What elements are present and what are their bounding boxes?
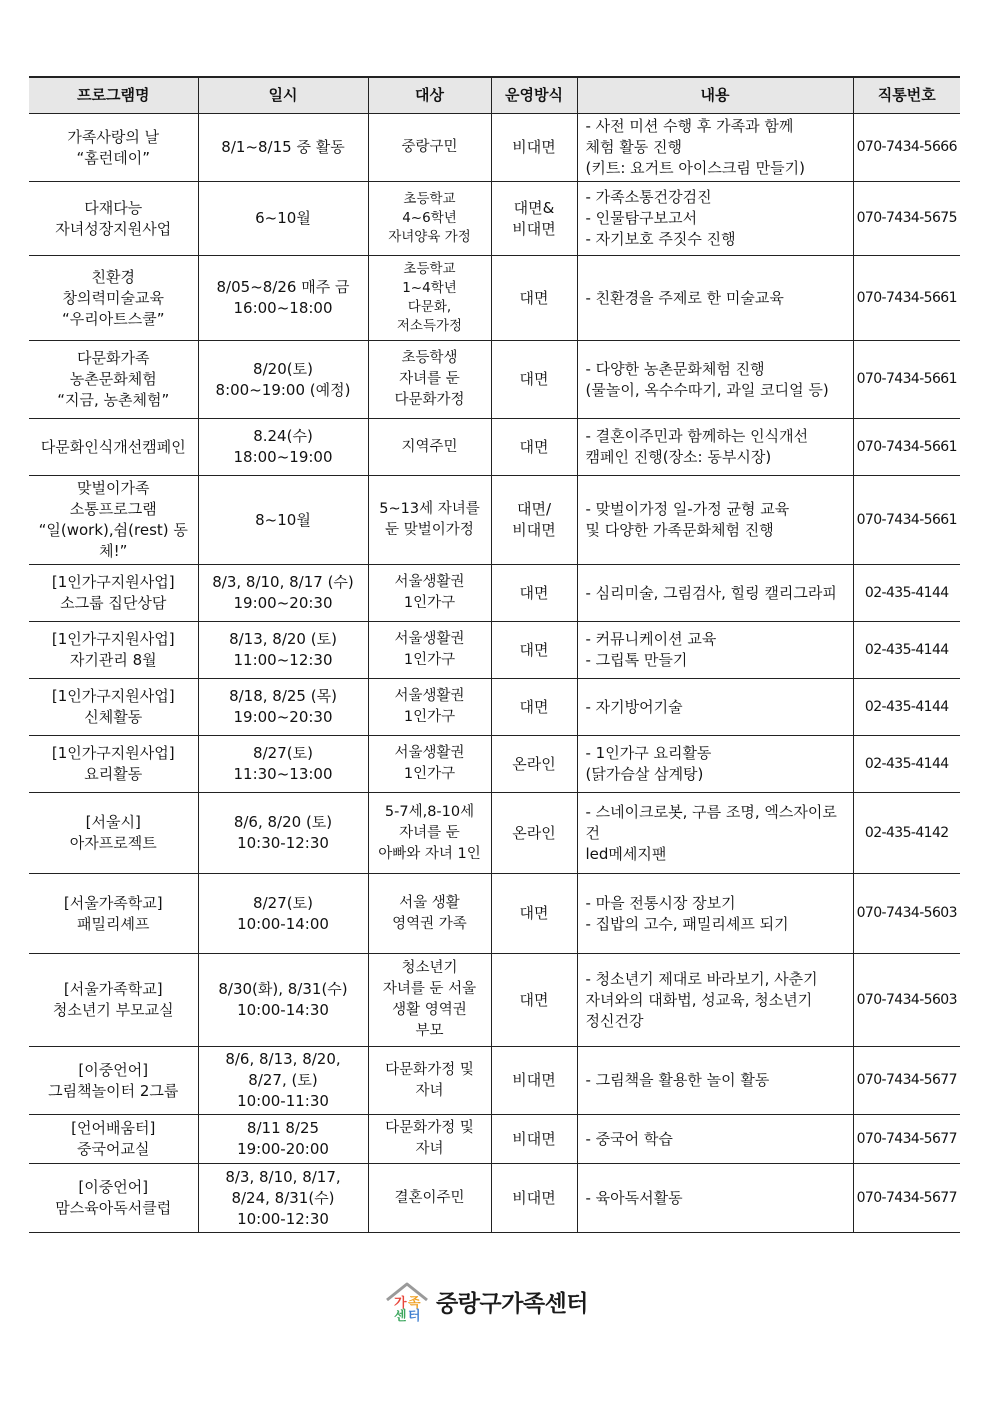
cell-phone: 02-435-4144 (853, 679, 960, 736)
cell-phone: 02-435-4144 (853, 736, 960, 793)
program-table (29, 76, 960, 1233)
cell-mode: 비대면 (491, 1164, 577, 1233)
cell-date: 8/18, 8/25 (목) 19:00~20:30 (198, 679, 368, 736)
table-row (29, 565, 960, 622)
cell-mode: 비대면 (491, 114, 577, 182)
table-row (29, 1115, 960, 1164)
cell-target: 서울생활권 1인가구 (368, 679, 491, 736)
cell-target: 청소년기 자녀를 둔 서울 생활 영역권 부모 (368, 954, 491, 1047)
cell-phone: 070-7434-5666 (853, 114, 960, 182)
cell-target: 초등학교 1~4학년 다문화, 저소득가정 (368, 256, 491, 341)
cell-date: 8/1~8/15 중 활동 (198, 114, 368, 182)
cell-phone: 070-7434-5675 (853, 182, 960, 256)
cell-content: - 스네이크로봇, 구름 조명, 엑스자이로건 led메세지팬 (577, 793, 853, 874)
cell-content: - 1인가구 요리활동 (닭가슴살 삼계탕) (577, 736, 853, 793)
cell-mode: 온라인 (491, 736, 577, 793)
cell-mode: 대면& 비대면 (491, 182, 577, 256)
table-row (29, 874, 960, 954)
logo-char-jok: 족 (408, 1296, 421, 1311)
cell-date: 8/20(토) 8:00~19:00 (예정) (198, 341, 368, 419)
cell-content: - 가족소통건강검진 - 인물탐구보고서 - 자기보호 주짓수 진행 (577, 182, 853, 256)
cell-program-name: [이중언어] 맘스육아독서클럽 (29, 1164, 198, 1233)
cell-program-name: 다재다능 자녀성장지원사업 (29, 182, 198, 256)
cell-phone: 070-7434-5661 (853, 419, 960, 476)
cell-date: 8.24(수) 18:00~19:00 (198, 419, 368, 476)
cell-date: 8/6, 8/20 (토) 10:30-12:30 (198, 793, 368, 874)
table-row (29, 954, 960, 1047)
cell-content: - 커뮤니케이션 교육 - 그립톡 만들기 (577, 622, 853, 679)
cell-program-name: [1인가구지원사업] 자기관리 8월 (29, 622, 198, 679)
cell-phone: 070-7434-5603 (853, 874, 960, 954)
cell-content: - 자기방어기술 (577, 679, 853, 736)
cell-program-name: [이중언어] 그림책놀이터 2그룹 (29, 1047, 198, 1115)
cell-mode: 대면 (491, 419, 577, 476)
table-row (29, 182, 960, 256)
cell-date: 8/13, 8/20 (토) 11:00~12:30 (198, 622, 368, 679)
cell-program-name: [서울가족학교] 청소년기 부모교실 (29, 954, 198, 1047)
cell-target: 서울생활권 1인가구 (368, 622, 491, 679)
table-row (29, 341, 960, 419)
cell-content: - 친환경을 주제로 한 미술교육 (577, 256, 853, 341)
cell-date: 8/27(토) 10:00-14:00 (198, 874, 368, 954)
cell-target: 5~13세 자녀를 둔 맞벌이가정 (368, 476, 491, 565)
table-row (29, 622, 960, 679)
table-row (29, 419, 960, 476)
cell-phone: 070-7434-5677 (853, 1047, 960, 1115)
cell-phone: 070-7434-5677 (853, 1115, 960, 1164)
cell-content: - 맞벌이가정 일-가정 균형 교육 및 다양한 가족문화체험 진행 (577, 476, 853, 565)
cell-mode: 비대면 (491, 1047, 577, 1115)
cell-date: 8/11 8/25 19:00-20:00 (198, 1115, 368, 1164)
cell-phone: 02-435-4144 (853, 565, 960, 622)
cell-target: 서울 생활 영역권 가족 (368, 874, 491, 954)
family-center-logo-icon (384, 1280, 430, 1322)
cell-content: - 육아독서활동 (577, 1164, 853, 1233)
header-target: 대상 (368, 77, 491, 114)
cell-content: - 사전 미션 수행 후 가족과 함께 체험 활동 진행 (키트: 요거트 아이스크림 만들기) (577, 114, 853, 182)
table-row (29, 679, 960, 736)
cell-program-name: [1인가구지원사업] 요리활동 (29, 736, 198, 793)
cell-program-name: 친환경 창의력미술교육 “우리아트스쿨” (29, 256, 198, 341)
cell-phone: 02-435-4142 (853, 793, 960, 874)
cell-program-name: [1인가구지원사업] 신체활동 (29, 679, 198, 736)
cell-phone: 070-7434-5661 (853, 476, 960, 565)
cell-phone: 070-7434-5677 (853, 1164, 960, 1233)
cell-target: 5-7세,8-10세 자녀를 둔 아빠와 자녀 1인 (368, 793, 491, 874)
cell-program-name: 맞벌이가족 소통프로그램 “일(work),쉼(rest) 동체!” (29, 476, 198, 565)
table-row (29, 736, 960, 793)
cell-mode: 대면 (491, 565, 577, 622)
cell-mode: 대면 (491, 622, 577, 679)
program-schedule (29, 76, 960, 1233)
cell-content: - 중국어 학습 (577, 1115, 853, 1164)
table-row (29, 476, 960, 565)
table-row (29, 1164, 960, 1233)
cell-target: 결혼이주민 (368, 1164, 491, 1233)
cell-program-name: [1인가구지원사업] 소그룹 집단상담 (29, 565, 198, 622)
cell-phone: 070-7434-5661 (853, 256, 960, 341)
cell-content: - 청소년기 제대로 바라보기, 사춘기 자녀와의 대화법, 성교육, 청소년기 정신건강 (577, 954, 853, 1047)
cell-date: 8/6, 8/13, 8/20, 8/27, (토) 10:00-11:30 (198, 1047, 368, 1115)
cell-phone: 070-7434-5661 (853, 341, 960, 419)
cell-program-name: [서울가족학교] 패밀리셰프 (29, 874, 198, 954)
cell-date: 8~10월 (198, 476, 368, 565)
cell-program-name: 가족사랑의 날 “홈런데이” (29, 114, 198, 182)
cell-date: 8/05~8/26 매주 금 16:00~18:00 (198, 256, 368, 341)
cell-mode: 대면 (491, 874, 577, 954)
cell-date: 8/3, 8/10, 8/17, 8/24, 8/31(수) 10:00-12:30 (198, 1164, 368, 1233)
cell-date: 8/27(토) 11:30~13:00 (198, 736, 368, 793)
cell-program-name: [서울시] 아자프로젝트 (29, 793, 198, 874)
cell-target: 초등학교 4~6학년 자녀양육 가정 (368, 182, 491, 256)
logo-text: 중랑구가족센터 (436, 1290, 589, 1317)
cell-target: 지역주민 (368, 419, 491, 476)
cell-phone: 070-7434-5603 (853, 954, 960, 1047)
cell-mode: 대면 (491, 256, 577, 341)
cell-mode: 온라인 (491, 793, 577, 874)
cell-program-name: 다문화가족 농촌문화체험 “지금, 농촌체험” (29, 341, 198, 419)
header-date: 일시 (198, 77, 368, 114)
cell-program-name: [언어배움터] 중국어교실 (29, 1115, 198, 1164)
cell-target: 중랑구민 (368, 114, 491, 182)
cell-target: 다문화가정 및 자녀 (368, 1047, 491, 1115)
cell-content: - 마을 전통시장 장보기 - 집밥의 고수, 패밀리셰프 되기 (577, 874, 853, 954)
cell-date: 6~10월 (198, 182, 368, 256)
cell-content: - 다양한 농촌문화체험 진행 (물놀이, 옥수수따기, 과일 코디얼 등) (577, 341, 853, 419)
logo-char-ga: 가 (394, 1296, 407, 1311)
cell-target: 서울생활권 1인가구 (368, 736, 491, 793)
cell-mode: 대면/ 비대면 (491, 476, 577, 565)
cell-mode: 대면 (491, 679, 577, 736)
cell-target: 초등학생 자녀를 둔 다문화가정 (368, 341, 491, 419)
cell-date: 8/3, 8/10, 8/17 (수) 19:00~20:30 (198, 565, 368, 622)
table-row (29, 114, 960, 182)
cell-content: - 심리미술, 그림검사, 힐링 캘리그라피 (577, 565, 853, 622)
header-program-name: 프로그램명 (29, 77, 198, 114)
cell-mode: 대면 (491, 954, 577, 1047)
table-header-row (29, 77, 960, 114)
logo-char-teo: 터 (408, 1309, 421, 1322)
table-row (29, 1047, 960, 1115)
header-content: 내용 (577, 77, 853, 114)
cell-phone: 02-435-4144 (853, 622, 960, 679)
cell-program-name: 다문화인식개선캠페인 (29, 419, 198, 476)
logo-char-sen: 센 (394, 1309, 407, 1322)
cell-target: 다문화가정 및 자녀 (368, 1115, 491, 1164)
cell-content: - 결혼이주민과 함께하는 인식개선 캠페인 진행(장소: 동부시장) (577, 419, 853, 476)
cell-date: 8/30(화), 8/31(수) 10:00-14:30 (198, 954, 368, 1047)
table-row (29, 256, 960, 341)
center-logo (384, 1279, 588, 1323)
header-phone: 직통번호 (853, 77, 960, 114)
cell-mode: 대면 (491, 341, 577, 419)
cell-mode: 비대면 (491, 1115, 577, 1164)
cell-target: 서울생활권 1인가구 (368, 565, 491, 622)
table-row (29, 793, 960, 874)
cell-content: - 그림책을 활용한 놀이 활동 (577, 1047, 853, 1115)
header-mode: 운영방식 (491, 77, 577, 114)
